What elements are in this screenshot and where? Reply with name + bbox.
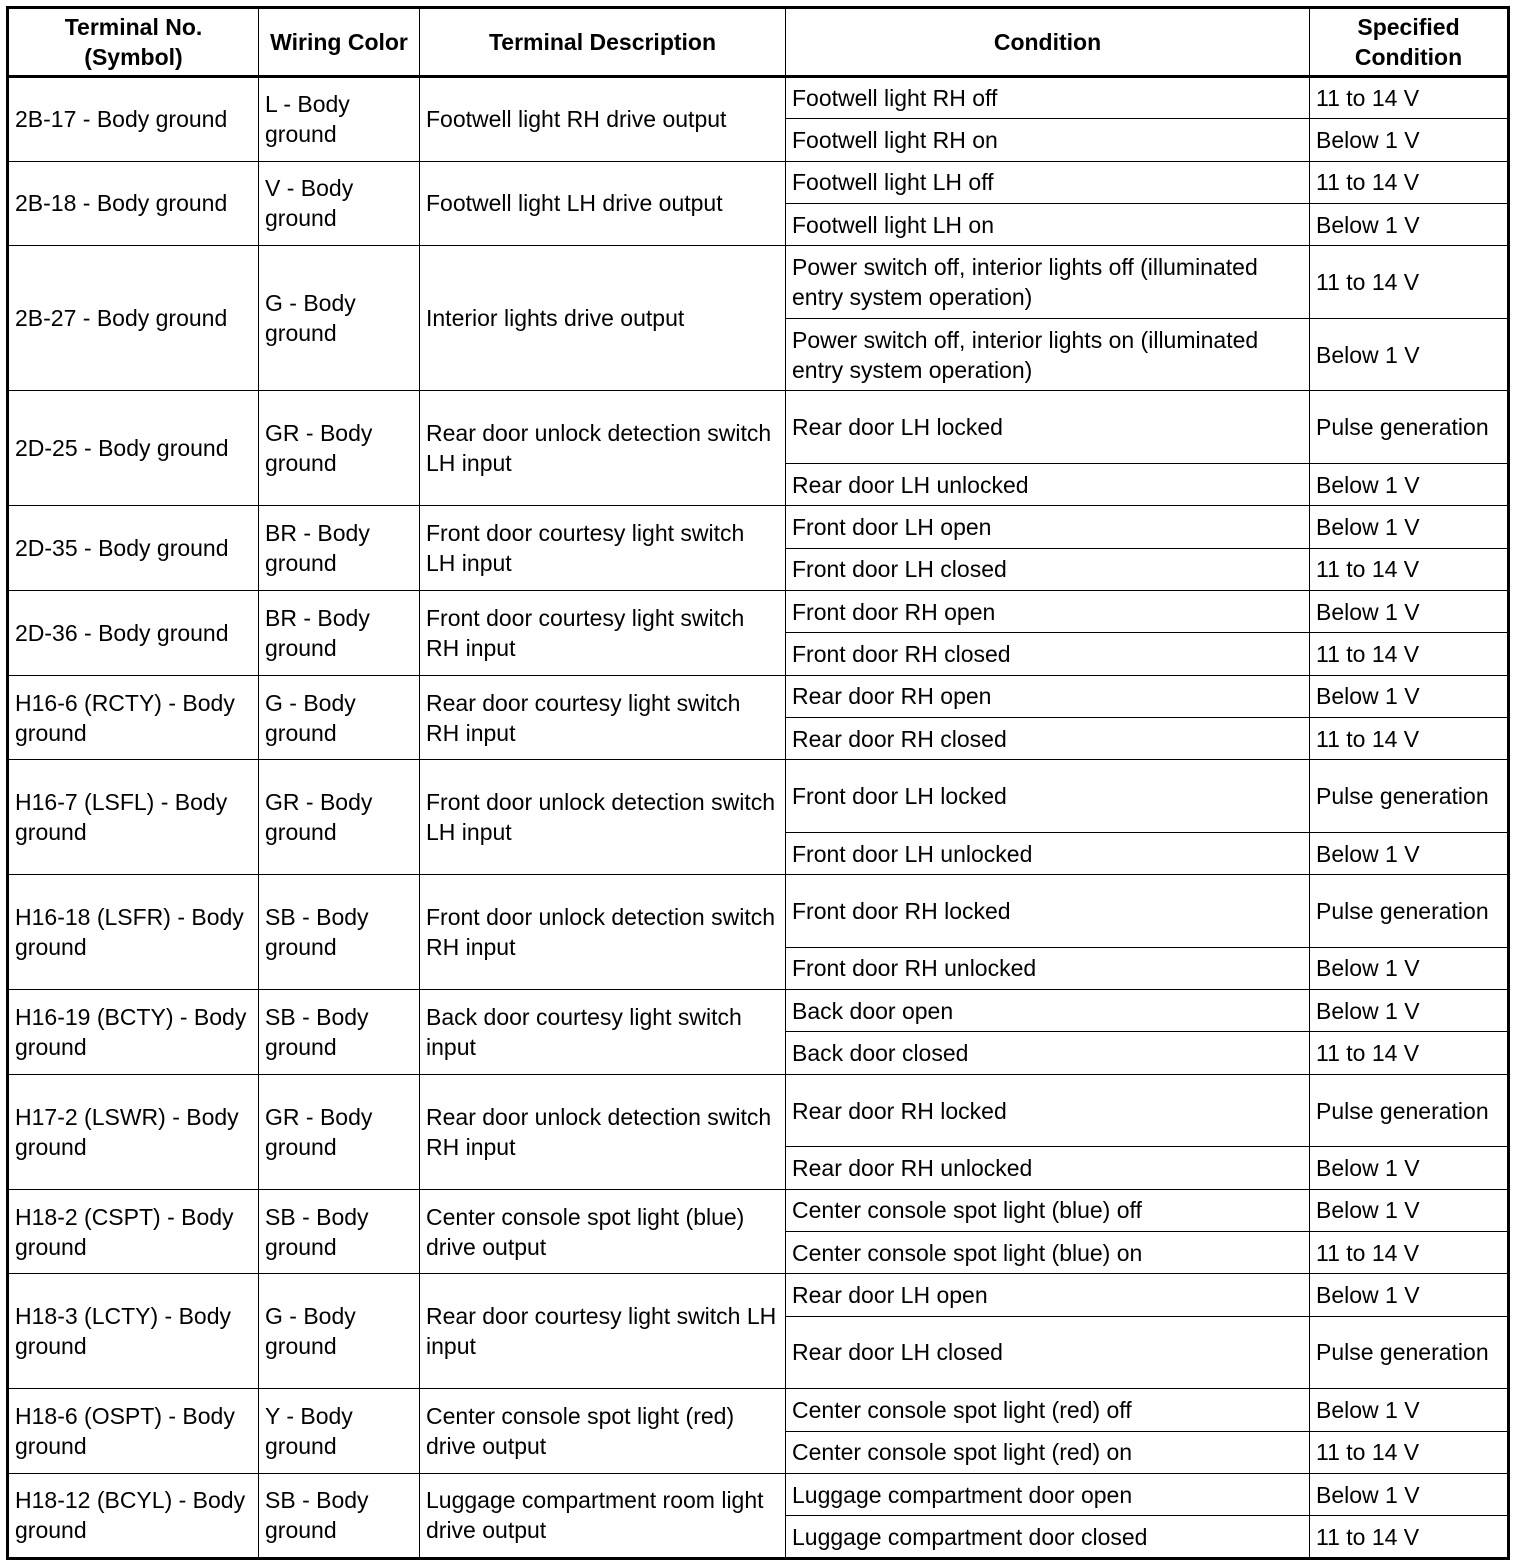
specified-condition-cell: Below 1 V: [1310, 832, 1509, 874]
specified-condition-cell: 11 to 14 V: [1310, 1232, 1509, 1274]
wiring-color-cell: SB - Body ground: [259, 875, 420, 990]
specified-condition-cell: 11 to 14 V: [1310, 633, 1509, 675]
condition-cell: Back door open: [786, 990, 1310, 1032]
table-row: [8, 506, 1509, 548]
specified-condition-cell: 11 to 14 V: [1310, 77, 1509, 119]
condition-cell: Rear door RH open: [786, 675, 1310, 717]
condition-cell: Front door LH unlocked: [786, 832, 1310, 874]
specified-condition-cell: Pulse generation: [1310, 391, 1509, 464]
table-row: [8, 246, 1509, 319]
wiring-color-cell: Y - Body ground: [259, 1389, 420, 1474]
description-cell: Back door courtesy light switch input: [420, 990, 786, 1075]
header-specified: [1310, 8, 1509, 77]
condition-cell: Footwell light LH off: [786, 161, 1310, 203]
table-row: [8, 1189, 1509, 1231]
terminal-cell: H16-18 (LSFR) - Body ground: [8, 875, 259, 990]
table-row: [8, 1473, 1509, 1515]
condition-cell: Center console spot light (blue) off: [786, 1189, 1310, 1231]
table-row: [8, 591, 1509, 633]
header-terminal: [8, 8, 259, 77]
specified-condition-cell: 11 to 14 V: [1310, 548, 1509, 590]
table-body: [8, 77, 1509, 1559]
condition-cell: Front door LH closed: [786, 548, 1310, 590]
condition-cell: Rear door LH unlocked: [786, 464, 1310, 506]
terminal-cell: H17-2 (LSWR) - Body ground: [8, 1074, 259, 1189]
table-row: [8, 391, 1509, 464]
wiring-color-cell: G - Body ground: [259, 675, 420, 760]
table-row: [8, 1389, 1509, 1431]
table-row: [8, 1074, 1509, 1147]
table-row: [8, 161, 1509, 203]
terminal-cell: 2B-17 - Body ground: [8, 77, 259, 162]
condition-cell: Center console spot light (red) on: [786, 1431, 1310, 1473]
condition-cell: Center console spot light (red) off: [786, 1389, 1310, 1431]
wiring-color-cell: G - Body ground: [259, 1274, 420, 1389]
specified-condition-cell: Below 1 V: [1310, 675, 1509, 717]
condition-cell: Footwell light RH on: [786, 119, 1310, 161]
specified-condition-cell: Below 1 V: [1310, 1189, 1509, 1231]
specified-condition-cell: Below 1 V: [1310, 506, 1509, 548]
specified-condition-cell: 11 to 14 V: [1310, 246, 1509, 319]
condition-cell: Rear door LH locked: [786, 391, 1310, 464]
table-row: [8, 675, 1509, 717]
terminal-cell: H18-2 (CSPT) - Body ground: [8, 1189, 259, 1274]
condition-cell: Rear door RH unlocked: [786, 1147, 1310, 1189]
terminal-cell: H18-12 (BCYL) - Body ground: [8, 1473, 259, 1558]
terminal-table: [6, 6, 1510, 1560]
description-cell: Front door unlock detection switch RH input: [420, 875, 786, 990]
specified-condition-cell: Below 1 V: [1310, 464, 1509, 506]
table-header: [8, 8, 1509, 77]
specified-condition-cell: Below 1 V: [1310, 1389, 1509, 1431]
description-cell: Center console spot light (blue) drive output: [420, 1189, 786, 1274]
condition-cell: Front door RH locked: [786, 875, 1310, 948]
specified-condition-cell: 11 to 14 V: [1310, 1516, 1509, 1559]
condition-cell: Front door RH closed: [786, 633, 1310, 675]
table-row: [8, 1274, 1509, 1316]
specified-condition-cell: Pulse generation: [1310, 875, 1509, 948]
terminal-cell: 2B-27 - Body ground: [8, 246, 259, 391]
table-row: [8, 760, 1509, 833]
wiring-color-cell: GR - Body ground: [259, 391, 420, 506]
wiring-color-cell: GR - Body ground: [259, 760, 420, 875]
header-description-label: Terminal Description: [488, 29, 717, 55]
terminal-cell: H18-3 (LCTY) - Body ground: [8, 1274, 259, 1389]
table-row: [8, 990, 1509, 1032]
condition-cell: Front door LH open: [786, 506, 1310, 548]
specified-condition-cell: Below 1 V: [1310, 203, 1509, 245]
condition-cell: Footwell light RH off: [786, 77, 1310, 119]
wiring-color-cell: SB - Body ground: [259, 990, 420, 1075]
description-cell: Front door courtesy light switch LH input: [420, 506, 786, 591]
specified-condition-cell: 11 to 14 V: [1310, 161, 1509, 203]
header-description: [420, 8, 786, 77]
specified-condition-cell: Below 1 V: [1310, 990, 1509, 1032]
header-condition: [786, 8, 1310, 77]
condition-cell: Luggage compartment door closed: [786, 1516, 1310, 1559]
condition-cell: Center console spot light (blue) on: [786, 1232, 1310, 1274]
terminal-cell: H16-19 (BCTY) - Body ground: [8, 990, 259, 1075]
terminal-cell: 2D-25 - Body ground: [8, 391, 259, 506]
condition-cell: Footwell light LH on: [786, 203, 1310, 245]
wiring-color-cell: SB - Body ground: [259, 1473, 420, 1558]
description-cell: Interior lights drive output: [420, 246, 786, 391]
description-cell: Luggage compartment room light drive output: [420, 1473, 786, 1558]
description-cell: Front door courtesy light switch RH input: [420, 591, 786, 676]
terminal-cell: 2D-35 - Body ground: [8, 506, 259, 591]
specified-condition-cell: Below 1 V: [1310, 1274, 1509, 1316]
header-specified-line1: Specified: [1357, 14, 1460, 40]
description-cell: Center console spot light (red) drive output: [420, 1389, 786, 1474]
condition-cell: Rear door RH locked: [786, 1074, 1310, 1147]
header-row: [8, 8, 1509, 77]
terminal-cell: H16-6 (RCTY) - Body ground: [8, 675, 259, 760]
description-cell: Rear door unlock detection switch RH input: [420, 1074, 786, 1189]
condition-cell: Power switch off, interior lights off (illuminated entry system operation): [786, 246, 1310, 319]
specified-condition-cell: Below 1 V: [1310, 591, 1509, 633]
specified-condition-cell: Pulse generation: [1310, 1316, 1509, 1389]
header-terminal-line2: (Symbol): [84, 44, 183, 70]
specified-condition-cell: Pulse generation: [1310, 1074, 1509, 1147]
specified-condition-cell: Pulse generation: [1310, 760, 1509, 833]
header-specified-line2: Condition: [1354, 44, 1463, 70]
condition-cell: Back door closed: [786, 1032, 1310, 1074]
wiring-color-cell: V - Body ground: [259, 161, 420, 246]
description-cell: Rear door courtesy light switch LH input: [420, 1274, 786, 1389]
header-condition-label: Condition: [993, 29, 1102, 55]
terminal-cell: 2B-18 - Body ground: [8, 161, 259, 246]
description-cell: Rear door unlock detection switch LH input: [420, 391, 786, 506]
wiring-color-cell: BR - Body ground: [259, 591, 420, 676]
specified-condition-cell: 11 to 14 V: [1310, 1032, 1509, 1074]
condition-cell: Power switch off, interior lights on (illuminated entry system operation): [786, 318, 1310, 391]
description-cell: Front door unlock detection switch LH input: [420, 760, 786, 875]
wiring-color-cell: SB - Body ground: [259, 1189, 420, 1274]
terminal-cell: H16-7 (LSFL) - Body ground: [8, 760, 259, 875]
wiring-color-cell: G - Body ground: [259, 246, 420, 391]
specified-condition-cell: Below 1 V: [1310, 318, 1509, 391]
description-cell: Footwell light LH drive output: [420, 161, 786, 246]
condition-cell: Luggage compartment door open: [786, 1473, 1310, 1515]
specified-condition-cell: Below 1 V: [1310, 947, 1509, 989]
condition-cell: Front door LH locked: [786, 760, 1310, 833]
specified-condition-cell: Below 1 V: [1310, 119, 1509, 161]
terminal-cell: H18-6 (OSPT) - Body ground: [8, 1389, 259, 1474]
condition-cell: Rear door LH open: [786, 1274, 1310, 1316]
condition-cell: Rear door RH closed: [786, 718, 1310, 760]
header-wiring-color-label: Wiring Color: [270, 29, 408, 55]
condition-cell: Front door RH open: [786, 591, 1310, 633]
table-row: [8, 77, 1509, 119]
condition-cell: Rear door LH closed: [786, 1316, 1310, 1389]
wiring-color-cell: BR - Body ground: [259, 506, 420, 591]
table-row: [8, 875, 1509, 948]
specified-condition-cell: Below 1 V: [1310, 1473, 1509, 1515]
condition-cell: Front door RH unlocked: [786, 947, 1310, 989]
terminal-cell: 2D-36 - Body ground: [8, 591, 259, 676]
specified-condition-cell: Below 1 V: [1310, 1147, 1509, 1189]
wiring-color-cell: L - Body ground: [259, 77, 420, 162]
header-terminal-line1: Terminal No.: [64, 14, 203, 40]
wiring-color-cell: GR - Body ground: [259, 1074, 420, 1189]
specified-condition-cell: 11 to 14 V: [1310, 718, 1509, 760]
description-cell: Rear door courtesy light switch RH input: [420, 675, 786, 760]
specified-condition-cell: 11 to 14 V: [1310, 1431, 1509, 1473]
header-wiring-color: [259, 8, 420, 77]
description-cell: Footwell light RH drive output: [420, 77, 786, 162]
